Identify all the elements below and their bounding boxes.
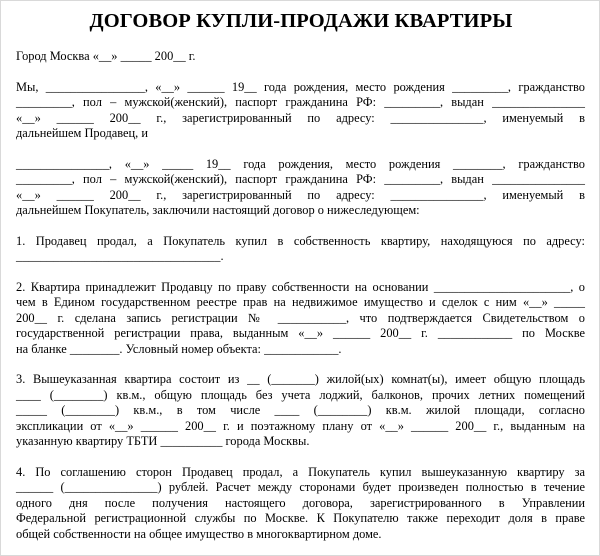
- paragraph-gap: [16, 218, 585, 233]
- document-line: экспликации от «__» ______ 200__ г. и поэтажному плану от «__» ______ 200__ г., выданным на: [16, 418, 585, 433]
- document-line: «__» ______ 200__ г., зарегистрированный по адресу: _______________, именуемый в: [16, 110, 585, 125]
- document-title: ДОГОВОР КУПЛИ-ПРОДАЖИ КВАРТИРЫ: [89, 10, 513, 32]
- document-line: 2. Квартира принадлежит Продавцу по праву собственности на основании ______________________, о: [16, 280, 585, 295]
- paragraph-gap: [16, 357, 585, 372]
- document-line: 3. Вышеуказанная квартира состоит из __ (_______) жилой(ых) комнат(ы), имеет общую площадь: [16, 372, 585, 387]
- paragraph-gap: [16, 141, 585, 156]
- document-line: общей собственности на общее имущество в многоквартирном доме.: [16, 526, 382, 541]
- document-line: 4. По соглашению сторон Продавец продал, а Покупатель купил вышеуказанную квартиру за: [16, 464, 585, 479]
- document-line: _____ (________) кв.м., в том числе ____ (________) кв.м. жилой площади, согласно: [16, 403, 585, 418]
- document-line: Город Москва «__» _____ 200__ г.: [16, 49, 196, 63]
- paragraph-gap: [16, 449, 585, 464]
- document-line: _________, пол – мужской(женский), паспорт гражданина РФ: _________, выдан _______________: [16, 172, 585, 187]
- document-line: указанную квартиру ТБТИ __________ города Москвы.: [16, 434, 310, 449]
- document-line: 200__ г. сделана запись регистрации № ___________, что подтверждается Свидетельством о: [16, 310, 585, 325]
- document-line: «__» ______ 200__ г., зарегистрированный по адресу: _______________, именуемый в: [16, 187, 585, 202]
- document-line: государственной регистрации права, выданным «__» ______ 200__ г. ____________ по Москве: [16, 326, 585, 341]
- document-line: ______ (_______________) рублей. Расчет между сторонами будет произведен полностью в течение: [16, 480, 585, 495]
- document-line: дальнейшем Продавец, и: [16, 126, 149, 141]
- document-line: дальнейшем Покупатель, заключили настоящий договор о нижеследующем:: [16, 203, 420, 218]
- document-line: _________________________________.: [16, 249, 224, 264]
- document-body: [16, 49, 585, 542]
- paragraph-gap: [16, 265, 585, 280]
- document-line: одного дня после получения настоящего договора, зарегистрированного в Управлении: [16, 495, 585, 510]
- document-line: _________, пол – мужской(женский), паспорт гражданина РФ: _________, выдан _______________: [16, 95, 585, 110]
- paragraph-gap: [16, 64, 585, 79]
- document-line: ____ (________) кв.м., общую площадь без учета лоджий, балконов, прочих летних помещений: [16, 387, 585, 402]
- document-line: _______________, «__» _____ 19__ года рождения, место рождения ________, гражданство: [16, 156, 585, 171]
- document-line: 1. Продавец продал, а Покупатель купил в собственность квартиру, находящуюся по адресу:: [16, 233, 585, 248]
- document-line: на бланке ________. Условный номер объекта: ____________.: [16, 341, 342, 356]
- document-line: Мы, ________________, «__» ______ 19__ года рождения, место рождения _________, гражданство: [16, 79, 585, 94]
- document-line: чем в Едином государственном реестре прав на недвижимое имущество и сделок с ним «__» _____: [16, 295, 585, 310]
- document-line: Федеральной регистрационной службы по Москве. К Покупателю также переходит доля в праве: [16, 511, 585, 526]
